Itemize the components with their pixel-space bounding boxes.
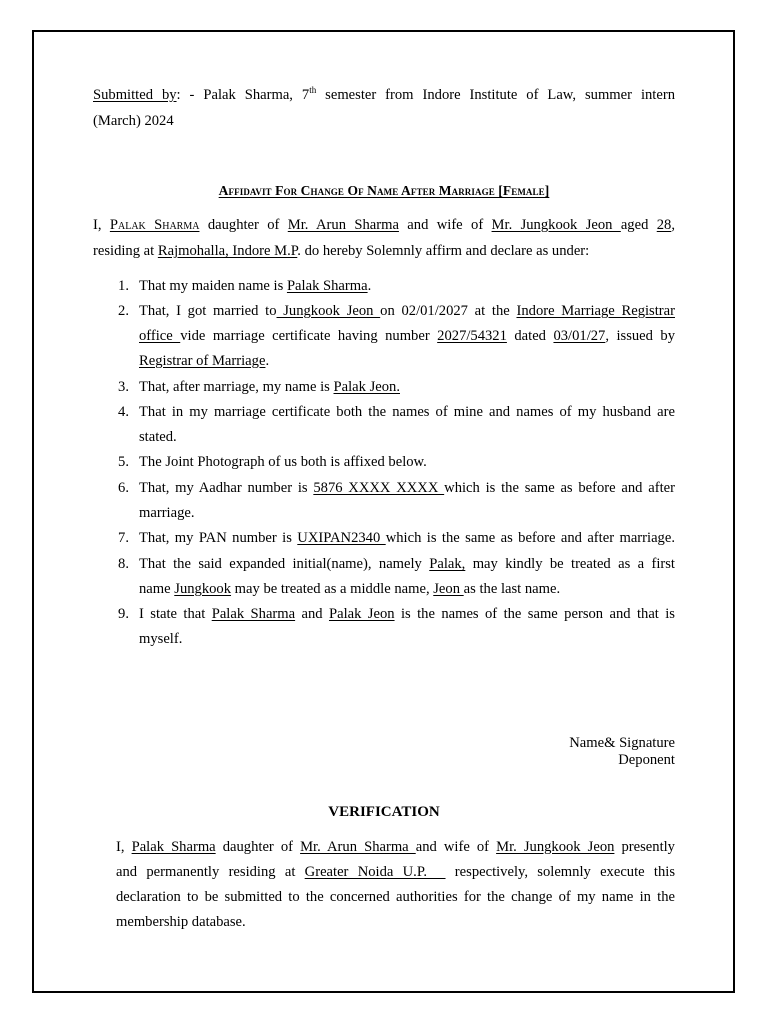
verification-line-3: declaration to be submitted to the concerned authorities for the change of my name in the <box>116 889 675 905</box>
heading-text: Affidavit For Change Of Name After Marriage [Female] <box>218 183 550 198</box>
item-1 <box>139 277 371 295</box>
text: That, I got married to <box>139 303 277 319</box>
middle-name: Jungkook <box>174 581 232 597</box>
text: is the names of the same person and that is <box>394 606 675 622</box>
text: That, after marriage, my name is <box>139 379 334 395</box>
item-6-line-2: marriage. <box>139 505 195 521</box>
item-2-line-2 <box>139 327 675 345</box>
text: daughter of <box>199 217 288 233</box>
text: may be treated as a middle name, <box>231 581 434 597</box>
text: vide marriage certificate having number <box>180 328 438 344</box>
age: 28 <box>656 217 672 233</box>
item-8-line-2 <box>139 580 560 598</box>
text: presently <box>614 839 675 855</box>
verification-line-2 <box>116 863 675 881</box>
verification-line-4: membership database. <box>116 914 246 930</box>
text: , <box>671 217 675 233</box>
father-name: Mr. Arun Sharma <box>287 217 399 233</box>
submitted-rest: semester from Indore Institute of Law, summer intern <box>316 87 675 103</box>
husband-name: Mr. Jungkook Jeon <box>491 217 621 233</box>
text: That, my Aadhar number is <box>139 480 314 496</box>
item-2-line-3 <box>139 352 269 370</box>
maiden-name: Palak Sharma <box>286 278 368 294</box>
item-number: 1. <box>118 278 129 294</box>
item-number: 2. <box>118 303 129 319</box>
item-2-line-1 <box>139 302 675 320</box>
item-number: 9. <box>118 606 129 622</box>
item-number: 8. <box>118 556 129 572</box>
text: and wife of <box>415 839 497 855</box>
text: , issued by <box>605 328 675 344</box>
maiden-name: Palak Sharma <box>211 606 296 622</box>
verification-line-1 <box>116 838 675 856</box>
intro-line-2 <box>93 242 589 260</box>
registrar-office: Indore Marriage Registrar <box>516 303 675 319</box>
item-8-line-1 <box>139 555 675 573</box>
certificate-number: 2027/54321 <box>437 328 507 344</box>
submitted-label: Submitted by <box>93 87 177 103</box>
text: That the said expanded initial(name), namely <box>139 556 430 572</box>
residence: Greater Noida U.P. <box>304 864 446 880</box>
item-6-line-1 <box>139 479 675 497</box>
pan-number: UXIPAN2340 <box>297 530 386 546</box>
submitted-by-line <box>93 86 675 104</box>
verification-title: VERIFICATION <box>328 804 440 820</box>
married-name: Palak Jeon <box>328 606 395 622</box>
text: name <box>139 581 175 597</box>
item-number: 5. <box>118 454 129 470</box>
issuing-authority: Registrar of Marriage <box>139 353 266 369</box>
text: . do hereby Solemnly affirm and declare as under: <box>297 243 590 259</box>
text: That my maiden name is <box>139 278 287 294</box>
item-number: 7. <box>118 530 129 546</box>
text: which is the same as before and after marriage. <box>385 530 675 546</box>
text: . <box>367 278 372 294</box>
text: which is the same as before and after <box>444 480 675 496</box>
submitted-name: : - Palak Sharma, 7 <box>176 87 310 103</box>
deponent-label: Deponent <box>618 752 675 768</box>
text: and wife of <box>398 217 492 233</box>
superscript: th <box>309 85 317 95</box>
first-name: Palak, <box>429 556 466 572</box>
deponent-name: Palak Sharma <box>109 217 200 233</box>
item-9-line-1 <box>139 605 675 623</box>
text: on 02/01/2027 at the <box>380 303 517 319</box>
submitted-by-line-2: (March) 2024 <box>93 113 174 129</box>
married-name: Palak Jeon. <box>333 379 400 395</box>
item-number: 6. <box>118 480 129 496</box>
item-number: 3. <box>118 379 129 395</box>
text: residing at <box>93 243 158 259</box>
intro-line-1 <box>93 216 675 234</box>
aadhar-number: 5876 XXXX XXXX <box>313 480 445 496</box>
registrar-office: office <box>139 328 181 344</box>
residence: Rajmohalla, Indore M.P <box>157 243 298 259</box>
item-number: 4. <box>118 404 129 420</box>
text: respectively, solemnly execute this <box>445 864 675 880</box>
document-heading <box>0 182 768 200</box>
signature-label: Name& Signature <box>569 735 675 751</box>
text: and permanently residing at <box>116 864 305 880</box>
father-name: Mr. Arun Sharma <box>300 839 416 855</box>
text: as the last name. <box>463 581 561 597</box>
text: dated <box>506 328 554 344</box>
item-7 <box>139 529 675 547</box>
text: . <box>265 353 270 369</box>
last-name: Jeon <box>433 581 464 597</box>
item-3 <box>139 378 400 396</box>
husband-name: Mr. Jungkook Jeon <box>496 839 615 855</box>
husband-name: Jungkook Jeon <box>276 303 381 319</box>
text: aged <box>620 217 657 233</box>
item-5: The Joint Photograph of us both is affixed below. <box>139 454 427 470</box>
text: and <box>295 606 329 622</box>
text: I, <box>116 839 132 855</box>
deponent-name: Palak Sharma <box>131 839 216 855</box>
text: daughter of <box>215 839 301 855</box>
text: may kindly be treated as a first <box>465 556 675 572</box>
text: I, <box>93 217 110 233</box>
text: I state that <box>139 606 212 622</box>
certificate-date: 03/01/27 <box>553 328 606 344</box>
item-9-line-2: myself. <box>139 631 183 647</box>
item-4-line-2: stated. <box>139 429 177 445</box>
item-4-line-1: That in my marriage certificate both the names of mine and names of my husband are <box>139 404 675 420</box>
text: That, my PAN number is <box>139 530 298 546</box>
